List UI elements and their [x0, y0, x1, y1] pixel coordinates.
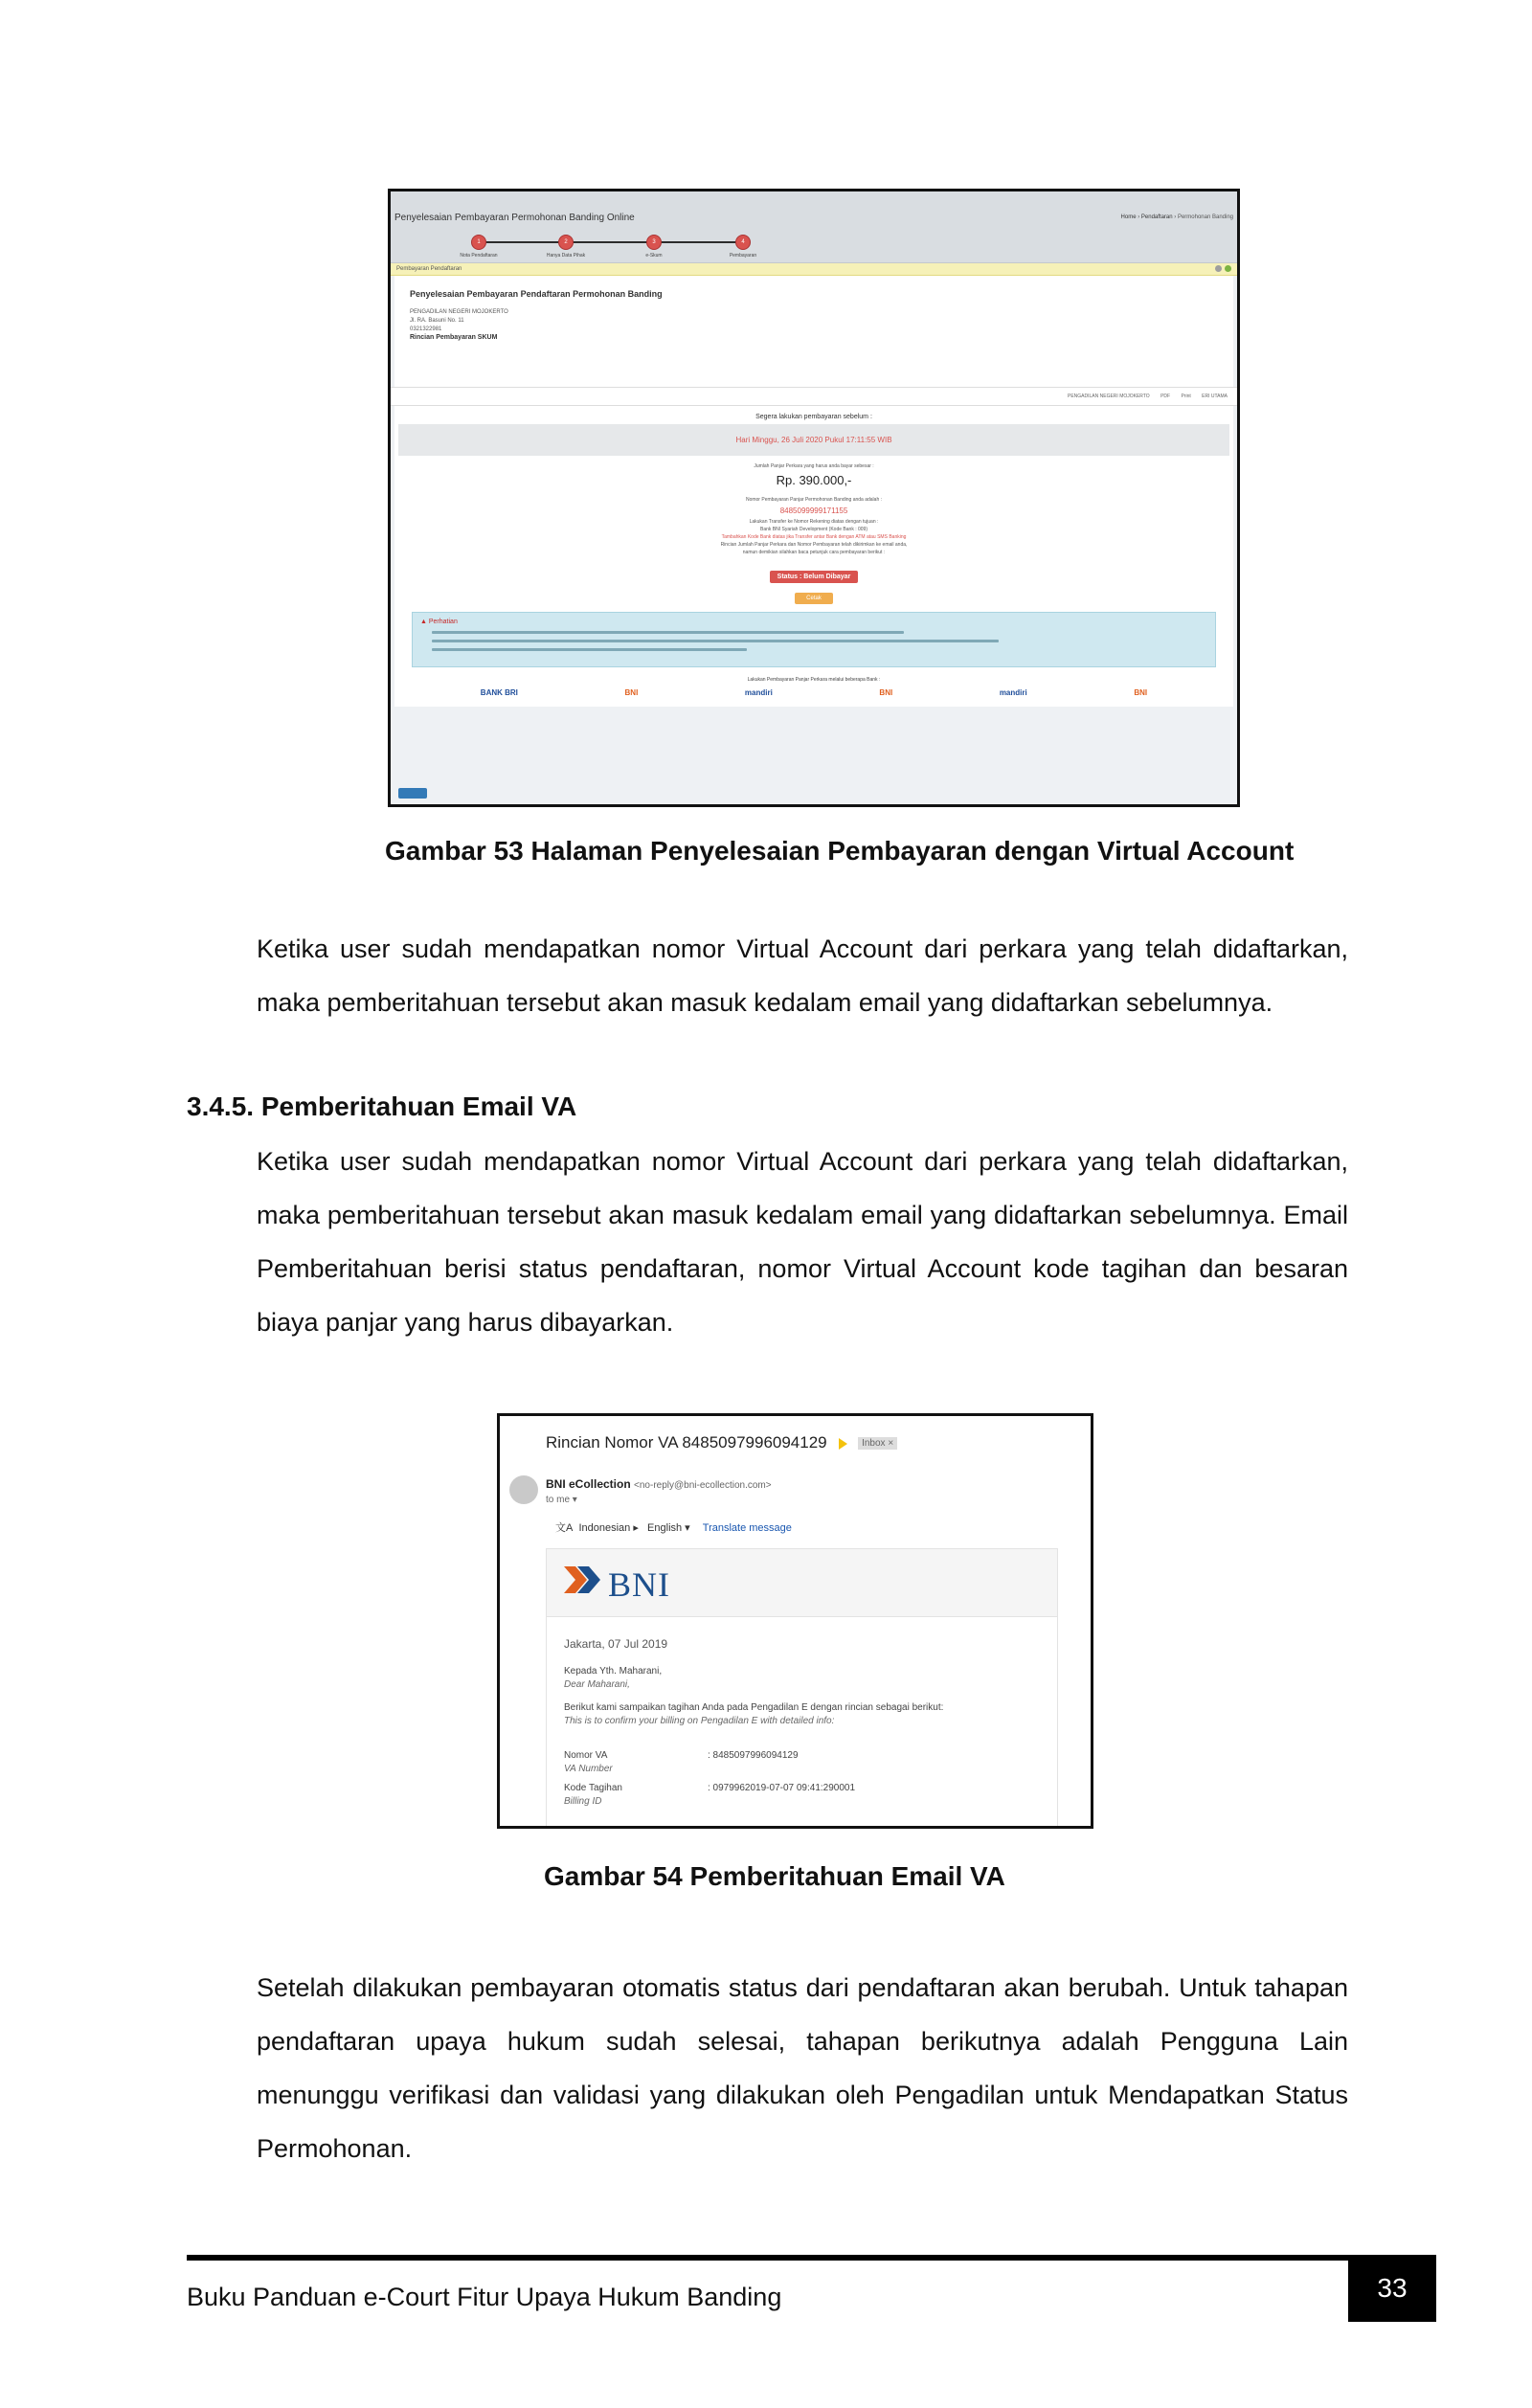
caption-figure-54: Gambar 54 Pemberitahuan Email VA — [544, 1861, 1005, 1891]
bni-logo-text: BNI — [608, 1565, 670, 1604]
step-label: Hanya Data Pihak — [546, 253, 586, 259]
breadcrumb-pendaftaran[interactable]: Pendaftaran — [1140, 214, 1173, 220]
intro-id: Berikut kami sampaikan tagihan Anda pada Pengadilan E dengan rincian sebagai berikut: — [564, 1702, 944, 1713]
perhatian-box — [412, 612, 1216, 667]
user-name[interactable]: ERI UTAMA — [1202, 394, 1228, 399]
document-toolbar — [391, 387, 1237, 406]
translate-bar — [555, 1519, 792, 1535]
step-dot: 1 — [471, 235, 486, 250]
figure-53-screenshot — [388, 189, 1240, 807]
caption-figure-53: Gambar 53 Halaman Penyelesaian Pembayaran dengan Virtual Account — [385, 836, 1295, 866]
sender-address: <no-reply@bni-ecollection.com> — [634, 1480, 772, 1491]
row-value: : 8485097996094129 — [708, 1750, 799, 1761]
step-label: Nota Pendaftaran — [460, 253, 498, 259]
perhatian-line — [432, 640, 999, 642]
va-number: 8485099999171155 — [779, 506, 848, 515]
panel-label: Pembayaran Pendaftaran — [396, 266, 462, 272]
step-1 — [450, 235, 507, 259]
panel-bar — [391, 263, 1237, 276]
subject-text: Rincian Nomor VA 8485097996094129 — [546, 1433, 827, 1452]
table-row — [564, 1783, 855, 1796]
row-value: : 0979962019-07-07 09:41:290001 — [708, 1783, 856, 1793]
court-phone: 0321322981 — [410, 326, 442, 332]
bank-logo-bni: BNI — [624, 688, 639, 697]
recipient-toggle[interactable]: to me ▾ — [546, 1495, 577, 1505]
rincian-title: Rincian Pembayaran SKUM — [410, 334, 498, 341]
paragraph-2: Ketika user sudah mendapatkan nomor Virtual Account dari perkara yang telah didaftarkan, maka pemberitahuan tersebut akan masuk kedalam email yang didaftarkan sebelumnya. Email Pemberitahuan berisi status pendaftaran, nomor Virtual Account kode tagihan dan besaran biaya panjar yang harus dibayarkan. — [257, 1147, 1348, 1337]
email-subject — [546, 1433, 897, 1452]
step-3 — [625, 235, 683, 259]
step-2 — [537, 235, 595, 259]
translate-icon: 文A — [555, 1522, 574, 1534]
translate-link[interactable]: Translate message — [702, 1522, 792, 1534]
footer-title: Buku Panduan e-Court Fitur Upaya Hukum Banding — [187, 2283, 782, 2311]
payment-heading: Penyelesaian Pembayaran Pendaftaran Permohonan Banding — [410, 289, 663, 299]
step-dot: 2 — [558, 235, 574, 250]
bni-logo-icon — [564, 1563, 602, 1597]
row-label: Nomor VA — [564, 1750, 608, 1761]
source-language[interactable]: Indonesian ▸ — [578, 1522, 639, 1534]
bank-logo-mandiri-syariah: mandiri — [999, 688, 1027, 697]
segera-label: Segera lakukan pembayaran sebelum : — [755, 414, 872, 420]
payment-deadline: Hari Minggu, 26 Juli 2020 Pukul 17:11:55 WIB — [398, 424, 1229, 456]
perhatian-line — [432, 631, 904, 634]
email-sender — [546, 1477, 772, 1491]
row-sublabel: Billing ID — [564, 1796, 602, 1807]
status-badge: Status : Belum Dibayar — [770, 571, 859, 583]
court-name: PENGADILAN NEGERI MOJOKERTO — [410, 309, 508, 315]
progress-steps — [458, 235, 764, 258]
bank-logo-bri: BANK BRI — [480, 688, 518, 697]
table-row — [564, 1764, 855, 1777]
avatar — [509, 1475, 538, 1504]
greeting-id: Kepada Yth. Maharani, — [564, 1666, 663, 1677]
breadcrumb: Home › Pendaftaran › Permohonan Banding — [1120, 214, 1233, 220]
billing-details — [564, 1750, 855, 1810]
court-address: Jl. RA. Basuni No. 11 — [410, 318, 464, 324]
bank-destination: Bank BNI Syariah Development (Kode Bank : 009) — [759, 527, 867, 532]
bank-logo-bni-syariah: BNI — [1134, 688, 1148, 697]
email-date: Jakarta, 07 Jul 2019 — [564, 1637, 668, 1651]
inbox-label[interactable]: Inbox × — [858, 1437, 897, 1450]
nomor-label: Nomor Pembayaran Panjar Permohonan Banding anda adalah : — [745, 497, 883, 503]
intro-en: This is to confirm your billing on Pengadilan E with detailed info: — [564, 1716, 835, 1726]
paragraph-1: Ketika user sudah mendapatkan nomor Virtual Account dari perkara yang telah didaftarkan, maka pemberitahuan tersebut akan masuk kedalam email yang didaftarkan sebelumnya. — [257, 934, 1348, 1017]
instructions-note: namun demikian silahkan baca petunjuk cara pembayaran berikut : — [742, 550, 886, 555]
banks-title: Lakukan Pembayaran Panjar Perkara melalui beberapa Bank : — [747, 677, 881, 683]
toolbar-court: PENGADILAN NEGERI MOJOKERTO — [1068, 394, 1150, 399]
jumlah-label: Jumlah Panjar Perkara yang harus anda bayar sebesar : — [754, 463, 874, 469]
row-sublabel: VA Number — [564, 1764, 613, 1774]
footer-rule — [187, 2255, 1393, 2261]
section-heading: 3.4.5. Pemberitahuan Email VA — [187, 1091, 577, 1121]
figure-54-screenshot — [497, 1413, 1093, 1829]
payment-main — [394, 406, 1233, 707]
table-row — [564, 1796, 855, 1810]
cetak-button[interactable]: Cetak — [795, 593, 833, 604]
print-button[interactable]: Print — [1181, 394, 1191, 399]
target-language[interactable]: English ▾ — [647, 1522, 690, 1534]
refresh-icon[interactable] — [1225, 265, 1231, 272]
email-body — [546, 1548, 1058, 1829]
table-row — [564, 1750, 855, 1764]
payment-amount: Rp. 390.000,- — [776, 473, 852, 487]
breadcrumb-current: Permohonan Banding — [1177, 214, 1233, 220]
step-dot: 3 — [646, 235, 662, 250]
bank-logos — [427, 688, 1201, 697]
email-header — [547, 1549, 1057, 1617]
app-title: Penyelesaian Pembayaran Permohonan Banding Online — [394, 213, 635, 223]
sender-name: BNI eCollection — [546, 1477, 631, 1491]
bank-logo-mandiri: mandiri — [744, 688, 773, 697]
step-label: e-Skum — [645, 253, 663, 259]
perhatian-line — [432, 648, 747, 651]
bank-logo-bni: BNI — [879, 688, 893, 697]
step-dot: 4 — [735, 235, 751, 250]
page-number: 33 — [1348, 2255, 1436, 2322]
breadcrumb-home[interactable]: Home — [1120, 214, 1137, 220]
email-note: Rincian Jumlah Panjar Perkara dan Nomor Pembayaran telah dikirimkan ke email anda, — [720, 542, 908, 548]
bank-code-note: Tambahkan Kode Bank diatas jika Transfer antar Bank dengan ATM atau SMS Banking — [721, 534, 907, 540]
perhatian-label: ▲ Perhatian — [420, 619, 458, 625]
collapse-icon[interactable] — [1215, 265, 1222, 272]
step-label: Pembayaran — [729, 253, 757, 259]
row-label: Kode Tagihan — [564, 1783, 622, 1793]
greeting-en: Dear Maharani, — [564, 1679, 630, 1690]
important-marker-icon[interactable] — [839, 1438, 847, 1450]
app-header — [391, 191, 1237, 263]
back-button[interactable] — [398, 788, 427, 799]
steps-line — [479, 241, 743, 243]
step-4 — [714, 235, 772, 259]
paragraph-3: Setelah dilakukan pembayaran otomatis status dari pendaftaran akan berubah. Untuk tahapan pendaftaran upaya hukum sudah selesai, tahapan berikutnya adalah Pengguna Lain menunggu verifikasi dan validasi yang dilakukan oleh Pengadilan untuk Mendapatkan Status Permohonan. — [257, 1973, 1348, 2163]
transfer-label: Lakukan Transfer ke Nomor Rekening diatas dengan tujuan : — [749, 519, 879, 525]
pdf-button[interactable]: PDF — [1160, 394, 1171, 399]
payment-info-panel — [394, 276, 1233, 387]
